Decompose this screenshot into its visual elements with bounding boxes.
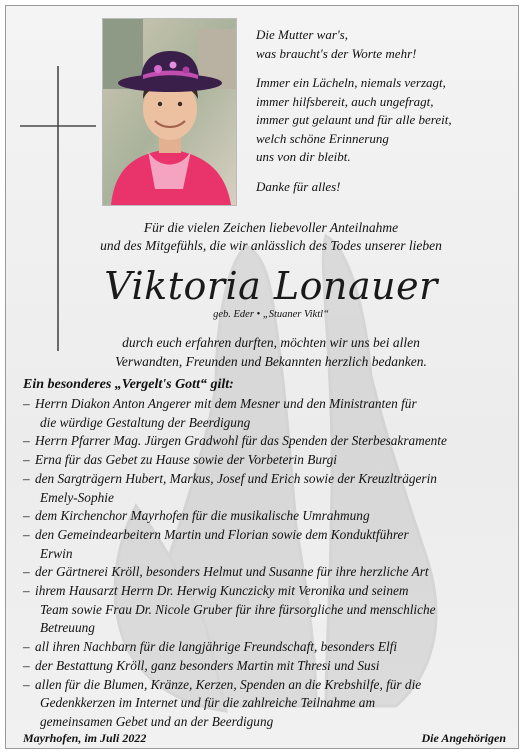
- signature: Die Angehörigen: [421, 731, 506, 745]
- list-dash: –: [23, 583, 30, 599]
- list-dash: –: [23, 433, 30, 449]
- thanks-list-line: gemeinsamen Gebet und an der Beerdigung: [40, 713, 274, 729]
- thanks-list-line: der Gärtnerei Kröll, besonders Helmut und Susanne für ihre herzliche Art: [35, 564, 429, 580]
- list-dash: –: [23, 676, 30, 692]
- list-dash: –: [23, 639, 30, 655]
- poem-line: welch schöne Erinnerung: [256, 130, 389, 146]
- thanks-list-item: [23, 432, 517, 451]
- thanks-list-line: Emely-Sophie: [40, 489, 114, 505]
- thanks-list-line: Erwin: [40, 545, 73, 561]
- poem-stanza: [256, 178, 518, 197]
- poem-line: immer gut gelaunt und für alle bereit,: [256, 112, 452, 127]
- place-date: Mayrhofen, im Juli 2022: [23, 731, 147, 745]
- thanks-list-line: ihrem Hausarzt Herrn Dr. Herwig Kunczicky mit Veronika und seinem: [35, 583, 409, 599]
- thanks-list-item: [23, 676, 517, 732]
- thanks-list-line: all ihren Nachbarn für die langjährige Freundschaft, besonders Elfi: [35, 639, 398, 655]
- thanks-list-line: allen für die Blumen, Kränze, Kerzen, Spenden an die Krebshilfe, für die: [35, 676, 422, 692]
- thanks-list-item: [23, 507, 517, 526]
- memorial-poem: [256, 26, 518, 207]
- list-dash: –: [23, 452, 30, 468]
- thanks-list-line: der Bestattung Kröll, ganz besonders Martin mit Thresi und Susi: [35, 657, 380, 673]
- list-dash: –: [23, 470, 30, 486]
- list-dash: –: [23, 396, 30, 411]
- intro-line: und des Mitgefühls, die wir anlässlich des Todes unserer lieben: [100, 238, 442, 253]
- thanks-list-line: den Sargträgern Hubert, Markus, Josef und Erich sowie der Kreuzlträgerin: [35, 470, 437, 486]
- thanks-list-item: [23, 563, 517, 582]
- list-dash: –: [23, 657, 30, 673]
- thanks-list-item: [23, 638, 517, 657]
- thanks-list: [23, 395, 517, 732]
- thanks-list-line: Betreuung: [40, 620, 95, 636]
- thanks-list-item: [23, 657, 517, 676]
- poem-line: immer hilfsbereit, auch ungefragt,: [256, 93, 434, 109]
- portrait-photo: [102, 18, 237, 206]
- thanks-list-line: Herrn Diakon Anton Angerer mit dem Mesner und den Ministranten für: [35, 396, 417, 411]
- thanks-intro: [36, 219, 506, 255]
- thanks-list-item: [23, 470, 517, 507]
- thanks-list-line: Gedenkkerzen im Internet und für die zahlreiche Teilnahme am: [40, 695, 376, 711]
- poem-stanza: [256, 26, 518, 63]
- list-dash: –: [23, 526, 30, 542]
- poem-line: uns von dir bleibt.: [256, 149, 351, 164]
- thanks-line: durch euch erfahren durften, möchten wir uns bei allen: [122, 335, 420, 350]
- poem-line: Die Mutter war's,: [256, 27, 348, 42]
- special-thanks-heading: Ein besonderes „Vergelt's Gott“ gilt:: [23, 377, 234, 392]
- thanks-list-line: Team sowie Frau Dr. Nicole Gruber für ihre fürsorgliche und menschliche: [40, 601, 436, 617]
- poem-stanza: [256, 74, 518, 167]
- thanks-list-item: [23, 526, 517, 563]
- birth-name: geb. Eder • „Stuaner Viktl“: [213, 309, 329, 320]
- thanks-list-line: den Gemeindearbeitern Martin und Florian sowie dem Konduktführer: [35, 526, 409, 542]
- thanks-list-line: dem Kirchenchor Mayrhofen für die musikalische Umrahmung: [35, 508, 370, 524]
- thanks-list-line: Herrn Pfarrer Mag. Jürgen Gradwohl für das Spenden der Sterbesakramente: [35, 433, 447, 449]
- deceased-name: Viktoria Lonauer: [104, 264, 438, 308]
- poem-line: was braucht's der Worte mehr!: [256, 45, 417, 61]
- thanks-list-line: die würdige Gestaltung der Beerdigung: [40, 414, 251, 430]
- poem-line: Immer ein Lächeln, niemals verzagt,: [256, 75, 446, 90]
- intro-line: Für die vielen Zeichen liebevoller Anteilnahme: [143, 220, 399, 235]
- obituary-card: [5, 5, 519, 749]
- thanks-body: [36, 333, 506, 371]
- poem-line: Danke für alles!: [256, 178, 341, 194]
- thanks-line: Verwandten, Freunden und Bekannten herzlich bedanken.: [115, 354, 427, 369]
- thanks-list-item: [23, 582, 517, 638]
- thanks-list-item: [23, 395, 517, 432]
- list-dash: –: [23, 564, 30, 580]
- thanks-list-item: [23, 451, 517, 470]
- thanks-list-line: Erna für das Gebet zu Hause sowie der Vorbeterin Burgi: [35, 452, 337, 468]
- list-dash: –: [23, 508, 30, 524]
